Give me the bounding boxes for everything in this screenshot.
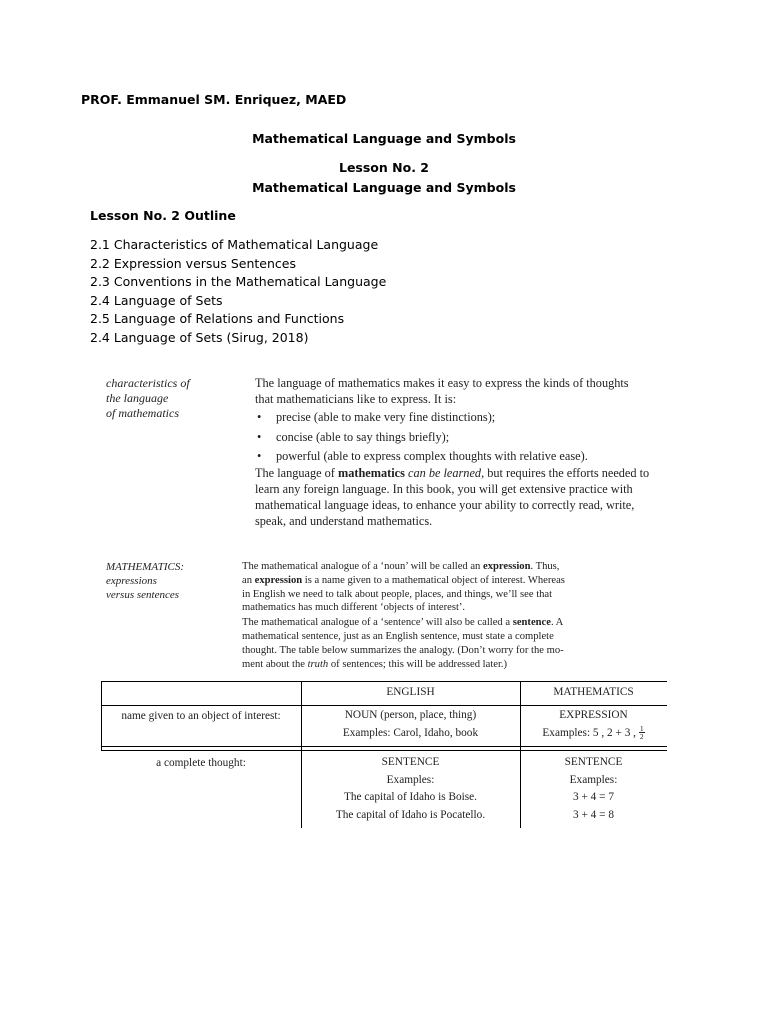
fraction-denominator: 2: [639, 732, 644, 742]
cell-line: [520, 725, 667, 743]
intro-line: that mathematicians like to express. It is:: [255, 392, 457, 406]
outline-item: 2.3 Conventions in the Mathematical Language: [90, 274, 387, 289]
text-run: of sentences; this will be addressed later.): [328, 659, 508, 670]
analogy-table: [101, 681, 667, 828]
fraction: [639, 725, 645, 740]
cell-line: EXPRESSION: [559, 709, 628, 721]
table-rule: [101, 705, 667, 706]
outline-item: 2.4 Language of Sets: [90, 293, 223, 308]
table-rule: [101, 746, 667, 747]
cell-line: Examples: Carol, Idaho, book: [342, 726, 479, 739]
lesson-title: Mathematical Language and Symbols: [252, 180, 516, 195]
cell-line: The capital of Idaho is Pocatello.: [335, 808, 486, 821]
text-run: . Thus,: [530, 561, 560, 572]
paragraph-line: [242, 574, 622, 587]
closing-line: [255, 465, 667, 482]
cell-line: 3 + 4 = 8: [573, 808, 614, 821]
outline-item: 2.4 Language of Sets (Sirug, 2018): [90, 330, 309, 345]
text-run: can be learned: [407, 466, 482, 480]
bullet-text: precise (able to make very fine distinctions);: [276, 410, 496, 424]
paragraph-line: mathematics has much different ‘objects of interest’.: [242, 602, 466, 613]
text-run: The mathematical analogue of a ‘noun’ will be called an: [242, 561, 484, 572]
row-label: name given to an object of interest:: [121, 710, 281, 722]
cell-line: The capital of Idaho is Boise.: [343, 791, 477, 803]
side-label-line: characteristics of: [106, 376, 190, 390]
bullet-text: concise (able to say things briefly);: [276, 430, 450, 444]
closing-line: learn any foreign language. In this book, you will get extensive practice with: [255, 482, 633, 496]
text-run: an: [242, 575, 255, 586]
text-run: expression: [483, 561, 531, 572]
cell-line: NOUN (person, place, thing): [344, 709, 477, 721]
paragraph-line: [242, 658, 622, 671]
row-label: a complete thought:: [156, 757, 246, 769]
text-run: , but requires the efforts needed to: [481, 466, 650, 480]
paragraph-line: [242, 560, 622, 573]
side-label-line: MATHEMATICS:: [106, 561, 185, 573]
text-run: mathematics: [337, 466, 408, 480]
cell-line: Examples:: [569, 773, 618, 786]
cell-line: Examples:: [386, 773, 435, 786]
table-cell: [301, 707, 520, 742]
closing-line: speak, and understand mathematics.: [255, 514, 433, 528]
closing-line: mathematical language ideas, to enhance your ability to correctly read, write,: [255, 498, 635, 512]
cell-line: 3 + 4 = 7: [573, 791, 614, 803]
outline-item: 2.5 Language of Relations and Functions: [90, 311, 345, 326]
side-label-line: expressions: [106, 575, 157, 587]
course-title: Mathematical Language and Symbols: [252, 131, 516, 146]
paragraph-line: in English we need to talk about people, places, and things, we’ll see that: [242, 589, 553, 600]
outline-heading: Lesson No. 2 Outline: [90, 208, 236, 223]
outline-item: 2.1 Characteristics of Mathematical Language: [90, 237, 379, 252]
paragraph-line: thought. The table below summarizes the analogy. (Don’t worry for the mo-: [242, 645, 564, 656]
side-label-line: the language: [106, 391, 169, 405]
column-header-english: ENGLISH: [386, 686, 435, 698]
text-run: ment about the: [242, 659, 308, 670]
text-run: sentence: [512, 617, 551, 628]
text-run: is a name given to a mathematical object of interest. Whereas: [302, 575, 565, 586]
bullet-icon: •: [257, 410, 262, 424]
lesson-number: Lesson No. 2: [338, 160, 429, 175]
outline-item: 2.2 Expression versus Sentences: [90, 256, 296, 271]
paragraph-line: [242, 616, 622, 629]
author-line: PROF. Emmanuel SM. Enriquez, MAED: [81, 92, 347, 107]
intro-line: The language of mathematics makes it easy to express the kinds of thoughts: [255, 376, 629, 390]
paragraph-line: mathematical sentence, just as an English sentence, must state a complete: [242, 631, 554, 642]
table-rule: [101, 750, 667, 751]
text-run: Examples: 5 , 2 + 3 ,: [542, 726, 639, 739]
text-run: The language of: [255, 466, 338, 480]
bullet-text: powerful (able to express complex thoughts with relative ease).: [276, 449, 588, 463]
table-cell: [520, 754, 667, 824]
column-header-mathematics: MATHEMATICS: [553, 686, 634, 698]
table-cell: [520, 707, 667, 742]
fraction-numerator: 1: [639, 724, 644, 734]
table-rule: [101, 681, 667, 682]
side-label-line: versus sentences: [106, 589, 180, 601]
side-label-line: of mathematics: [106, 406, 179, 420]
table-cell: [301, 754, 520, 824]
text-run: The mathematical analogue of a ‘sentence’ will also be called a: [242, 617, 513, 628]
cell-line: SENTENCE: [564, 756, 623, 768]
bullet-icon: •: [257, 430, 262, 444]
text-run: . A: [550, 617, 564, 628]
bullet-icon: •: [257, 449, 262, 463]
text-run: truth: [307, 659, 329, 670]
text-run: expression: [254, 575, 303, 586]
cell-line: SENTENCE: [381, 756, 440, 768]
